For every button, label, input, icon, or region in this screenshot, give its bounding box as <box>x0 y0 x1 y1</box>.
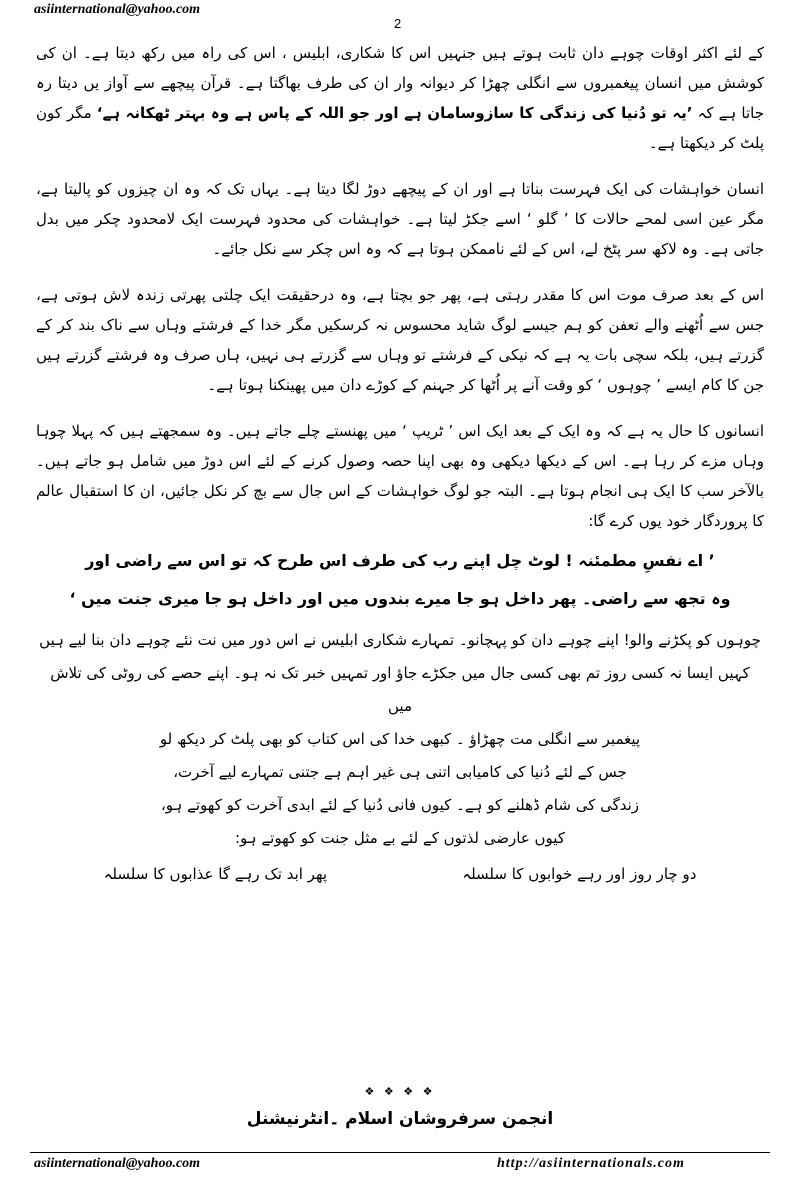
poem-line-1: چوہوں کو پکڑنے والو! اپنے چوہے دان کو پہچانو۔ تمہارے شکاری ابلیس نے اس دور میں نت نئے چوہے دان بنا لیے ہیں <box>39 631 761 649</box>
page-number: 2 <box>394 16 402 31</box>
poem-line-6: کیوں عارضی لذتوں کے لئے بے مثل جنت کو کھوتے ہو: <box>235 829 565 847</box>
paragraph-3: اس کے بعد صرف موت اس کا مقدر رہتی ہے، پھر جو بچتا ہے، وہ درحقیقت ایک چلتی پھرتی زندہ لاش ہوتی ہے، جس سے اُٹھنے والے تعفن کو ہم جیسے لوگ شاید محسوس نہ کرسکیں مگر خدا کے فرشتے وہاں سے ناک بند کر کے گزرتے ہیں، بلکہ سچی بات یہ ہے کہ نیکی کے فرشتے تو وہاں سے گزرتے ہی نہیں، ہاں صرف وہ فرشتے گزرتے ہیں جن کا کام ایسے ’ چوہوں ‘ کو وقت آنے پر اُٹھا کر جہنم کے کوڑے دان میں پھینکنا ہوتا ہے۔ <box>36 286 764 394</box>
header-email: asiinternational@yahoo.com <box>34 2 201 17</box>
couplet <box>36 857 764 891</box>
paragraph-1-tail: مگر کون پلٹ کر دیکھتا ہے۔ <box>36 104 764 152</box>
couplet-right-verse: دو چار روز اور رہے خوابوں کا سلسلہ <box>462 865 697 883</box>
paragraph-2: انسان خواہشات کی ایک فہرست بناتا ہے اور ان کے پیچھے دوڑ لگا دیتا ہے۔ یہاں تک کہ وہ ان چیزوں کو پالیتا ہے، مگر عین اسی لمحے حالات کا ’ گلو ‘ اسے جکڑ لیتا ہے۔ خواہشات کی محدود فہرست ایک لامحدود چکر میں بدل جاتی ہے۔ وہ لاکھ سر پٹخ لے، اس کے لئے ناممکن ہوتا ہے کہ وہ اس چکر سے نکل جائے۔ <box>36 180 764 258</box>
poem-line-2: کہیں ایسا نہ کسی روز تم بھی کسی جال میں جکڑے جاؤ اور تمہیں خبر تک نہ ہو۔ اپنے حصے کی روٹی کی تلاش میں <box>50 664 750 715</box>
paragraph-1 <box>36 38 764 158</box>
paragraph-1-text: کے لئے اکثر اوقات چوہے دان ثابت ہوتے ہیں جنہیں اس کا شکاری، ابلیس ، اس کی راہ میں رکھ دیتا ہے۔ ان کی کوشش میں انسان پیغمبروں سے انگلی چھڑا کر دیوانہ وار ان کی طرف بھاگتا ہے۔ قرآن پیچھے سے آواز یں دیتا رہ جاتا ہے کہ <box>36 44 764 122</box>
poem-line-5: زندگی کی شام ڈھلنے کو ہے۔ کیوں فانی دُنیا کے لئے ابدی آخرت کو کھوتے ہو، <box>160 796 640 814</box>
article-body <box>36 38 764 891</box>
paragraph-4: انسانوں کا حال یہ ہے کہ وہ ایک کے بعد ایک اس ’ ٹریپ ‘ میں پھنستے چلے جاتے ہیں۔ وہ سمجھتے ہیں کہ پہلا چوہا وہاں مزے کر رہا ہے۔ اس کے دیکھا دیکھی وہ بھی اپنا حصہ وصول کرنے کے لئے اس دوڑ میں شامل ہو جاتے ہیں۔ بالآخر سب کا ایک ہی انجام ہوتا ہے۔ البتہ جو لوگ خواہشات کے اس جال سے بچ کر نکل جائیں، ان کا استقبال عالم کا پروردگار خود یوں کرے گا: <box>36 422 764 530</box>
footer-email[interactable]: asiinternational@yahoo.com <box>34 1156 201 1171</box>
footer-website-link[interactable]: http://asiinternationals.com <box>497 1156 685 1171</box>
divider-stars: ❖ ❖ ❖ ❖ <box>364 1085 436 1098</box>
quran-quote-line-2: وہ تجھ سے راضی۔ پھر داخل ہو جا میرے بندوں میں اور داخل ہو جا میری جنت میں ‘ <box>69 589 731 608</box>
footer-divider <box>30 1152 770 1153</box>
poem-line-3: پیغمبر سے انگلی مت چھڑاؤ ۔ کبھی خدا کی اس کتاب کو بھی پلٹ کر دیکھ لو <box>159 730 641 748</box>
poem-line-4: جس کے لئے دُنیا کی کامیابی اتنی ہی غیر اہم ہے جتنی تمہارے لیے آخرت، <box>173 763 627 781</box>
quran-quote-line-1: ’ اے نفسِ مطمئنہ ! لوٹ چل اپنے رب کی طرف اس طرح کہ تو اس سے راضی اور <box>85 551 715 570</box>
organization-name: انجمن سرفروشان اسلام ۔انٹرنیشنل <box>246 1109 554 1129</box>
quran-highlight: ’یہ تو دُنیا کی زندگی کا سازوسامان ہے اور جو اللہ کے پاس ہے وہ بہتر ٹھکانہ ہے‘ <box>96 104 693 122</box>
couplet-left-verse: پھر ابد تک رہے گا عذابوں کا سلسلہ <box>103 865 328 883</box>
